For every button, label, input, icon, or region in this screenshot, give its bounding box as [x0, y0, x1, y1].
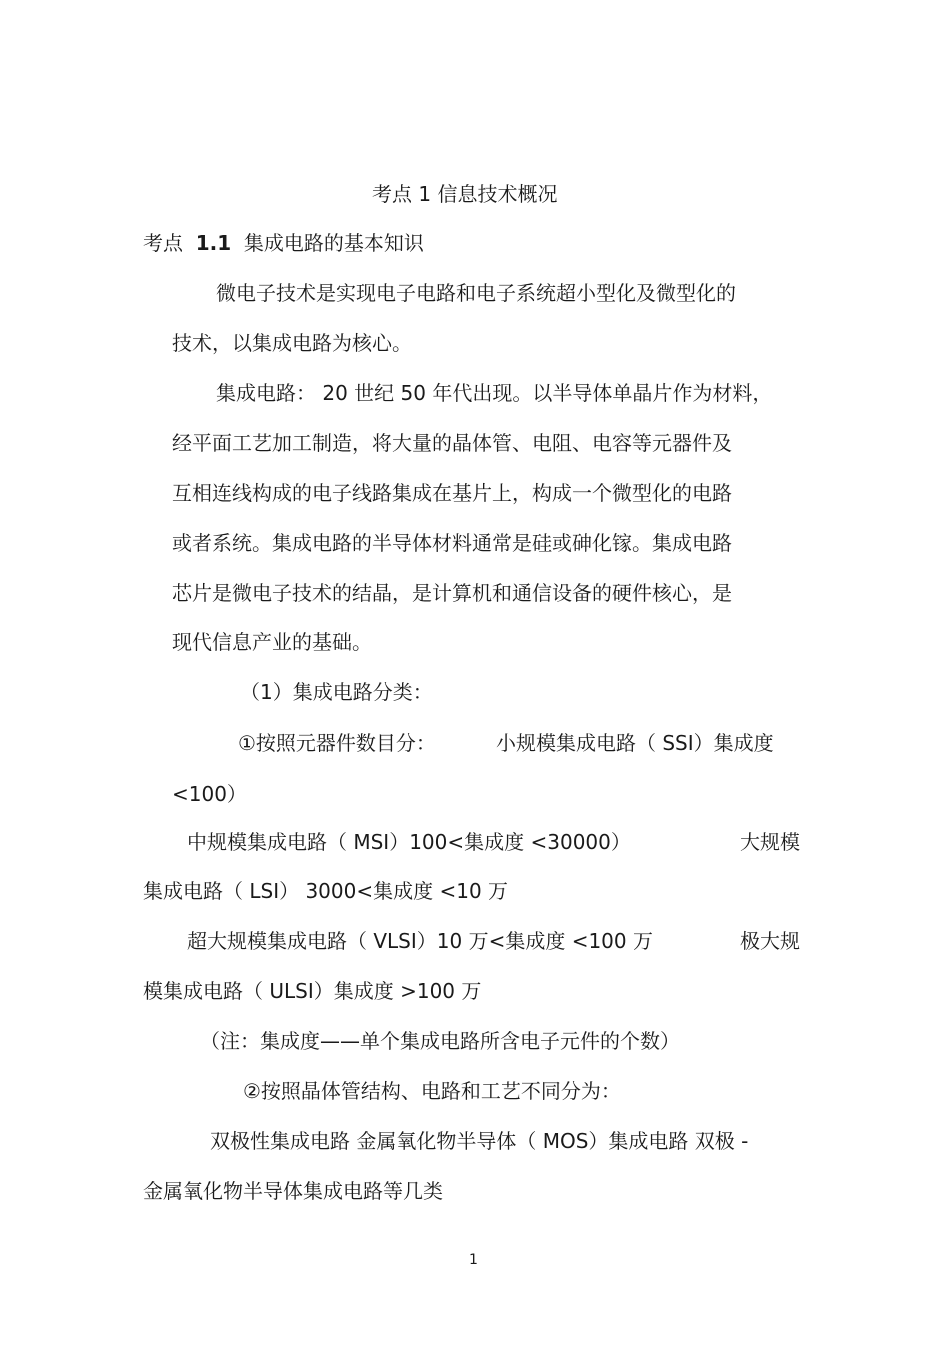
ssi-text: 小规模集成电路（ SSI）集成度 [496, 731, 774, 755]
section-name: 集成电路的基本知识 [243, 231, 424, 255]
classification-heading: （1）集成电路分类： [240, 680, 433, 704]
ic-line-5: 芯片是微电子技术的结晶，是计算机和通信设备的硬件核心，是 [172, 581, 732, 605]
by-structure-label: ②按照晶体管结构、电路和工艺不同分为： [243, 1079, 621, 1103]
ic-line-1: 集成电路： 20 世纪 50 年代出现。以半导体单晶片作为材料， [216, 381, 773, 405]
ulsi-text: 模集成电路（ ULSI）集成度 >100 万 [143, 979, 482, 1003]
ulsi-text-start: 极大规 [740, 929, 800, 953]
intro-line-1: 微电子技术是实现电子电路和电子系统超小型化及微型化的 [216, 281, 736, 305]
ic-line-6: 现代信息产业的基础。 [172, 630, 372, 654]
ssi-continuation: <100） [172, 782, 247, 806]
structure-line-2: 金属氧化物半导体集成电路等几类 [143, 1179, 443, 1203]
ic-line-3: 互相连线构成的电子线路集成在基片上，构成一个微型化的电路 [172, 481, 732, 505]
section-number: 1.1 [195, 231, 232, 255]
section-heading [143, 233, 424, 253]
by-count-label: ①按照元器件数目分： [238, 731, 436, 755]
ic-line-2: 经平面工艺加工制造，将大量的晶体管、电阻、电容等元器件及 [172, 431, 732, 455]
lsi-text: 集成电路（ LSI） 3000<集成度 <10 万 [143, 879, 509, 903]
section-prefix: 考点 [143, 231, 183, 255]
vlsi-text: 超大规模集成电路（ VLSI）10 万<集成度 <100 万 [187, 929, 653, 953]
intro-line-2: 技术，以集成电路为核心。 [172, 331, 412, 355]
msi-text: 中规模集成电路（ MSI）100<集成度 <30000） [187, 830, 631, 854]
page-title: 考点 1 信息技术概况 [372, 182, 558, 206]
page-number: 1 [469, 1252, 478, 1268]
ic-line-4: 或者系统。集成电路的半导体材料通常是硅或砷化镓。集成电路 [172, 531, 732, 555]
integration-note: （注：集成度——单个集成电路所含电子元件的个数） [200, 1029, 680, 1053]
lsi-text-start: 大规模 [740, 830, 800, 854]
structure-line-1: 双极性集成电路 金属氧化物半导体（ MOS）集成电路 双极 - [210, 1129, 749, 1153]
